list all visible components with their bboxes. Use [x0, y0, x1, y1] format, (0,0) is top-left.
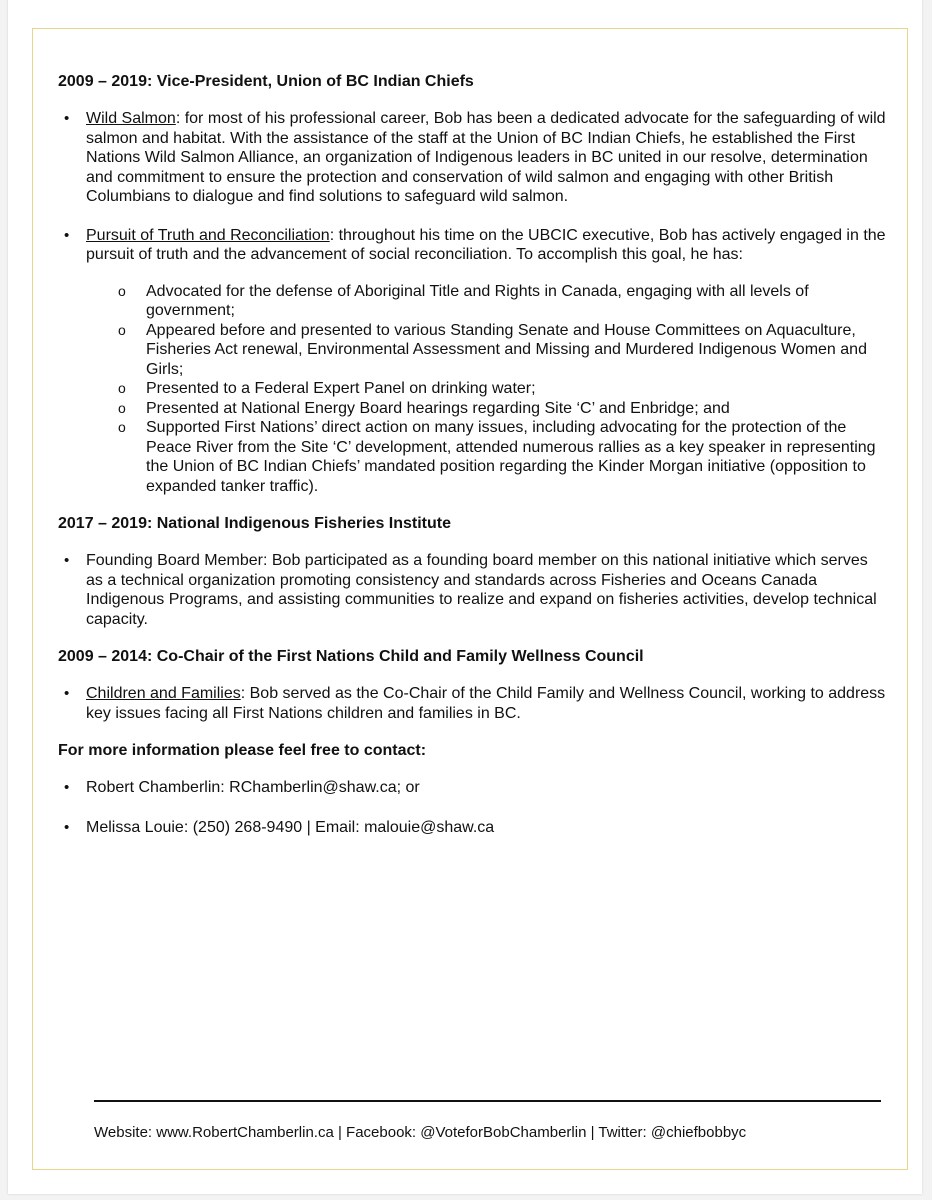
item-label: Wild Salmon — [86, 110, 176, 127]
sub-list-item: o Appeared before and presented to various Standing Senate and House Committees on Aquaculture, Fisheries Act renewal, Environmental Assessment and Missing and Murdered Indigenous Women and Girls; — [86, 321, 888, 380]
section-heading-ubcic: 2009 – 2019: Vice-President, Union of BC Indian Chiefs — [58, 73, 474, 90]
sub-list-item: o Presented to a Federal Expert Panel on drinking water; — [86, 379, 888, 399]
sub-list-item: o Presented at National Energy Board hearings regarding Site ‘C’ and Enbridge; and — [86, 399, 888, 419]
item-label: Pursuit of Truth and Reconciliation — [86, 226, 330, 244]
section-heading-fisheries: 2017 – 2019: National Indigenous Fisheries Institute — [58, 515, 452, 532]
contact-list — [58, 778, 888, 837]
section-list-ubcic — [58, 109, 888, 496]
contact-item-melissa: • Melissa Louie: (250) 268-9490 | Email: malouie@shaw.ca — [58, 818, 888, 838]
sub-list-accomplishments — [86, 282, 888, 497]
item-text: : throughout his time on the UBCIC executive, Bob has actively engaged in the pursuit of truth and the advancement of social reconciliation. To accomplish this goal, he has: — [86, 226, 886, 263]
list-item-truth-reconciliation — [58, 226, 888, 497]
contact-item-robert: • Robert Chamberlin: RChamberlin@shaw.ca; or — [58, 778, 888, 798]
footer-divider — [94, 1100, 881, 1102]
section-heading-wellness: 2009 – 2014: Co-Chair of the First Nations Child and Family Wellness Council — [58, 648, 644, 665]
section-list-wellness — [58, 684, 888, 723]
document-body — [58, 72, 888, 856]
sub-list-item: o Supported First Nations’ direct action on many issues, including advocating for the protection of the Peace River from the Site ‘C’ development, attended numerous rallies as a key speaker in representing the Union of BC Indian Chiefs’ mandated position regarding the Kinder Morgan initiative (opposition to expanded tanker traffic). — [86, 418, 888, 496]
item-text: : Bob served as the Co-Chair of the Child Family and Wellness Council, working to address key issues facing all First Nations children and families in BC. — [86, 685, 886, 722]
list-item-children-families — [58, 684, 888, 723]
sub-list-item: o Advocated for the defense of Aboriginal Title and Rights in Canada, engaging with all levels of government; — [86, 282, 888, 321]
list-item-wild-salmon — [58, 109, 888, 207]
section-list-fisheries — [58, 551, 888, 629]
item-text: : for most of his professional career, Bob has been a dedicated advocate for the safeguarding of wild salmon and habitat. With the assistance of the staff at the Union of BC Indian Chiefs, he established the First Nations Wild Salmon Alliance, an organization of Indigenous leaders in BC united in our resolve, determination and commitment to ensure the protection and conservation of wild salmon and engaging with other British Columbians to dialogue and find solutions to safeguard wild salmon. — [86, 110, 886, 205]
footer-links: Website: www.RobertChamberlin.ca | Facebook: @VoteforBobChamberlin | Twitter: @chiefbobbyc — [94, 1124, 747, 1141]
item-text: Founding Board Member: Bob participated as a founding board member on this national initiative which serves as a technical organization promoting consistency and standards across Fisheries and Oceans Canada Indigenous Programs, and assisting communities to realize and expand on fisheries activities, develop technical capacity. — [86, 552, 877, 628]
list-item-founding-board — [58, 551, 888, 629]
contact-heading: For more information please feel free to contact: — [58, 742, 427, 759]
item-label: Children and Families — [86, 685, 241, 702]
